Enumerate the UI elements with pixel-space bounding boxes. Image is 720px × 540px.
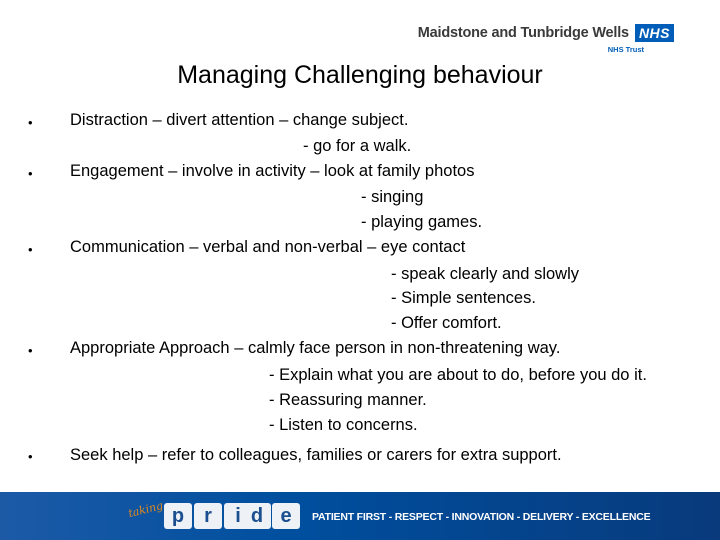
footer-banner — [0, 492, 720, 540]
engagement-sub-singing: - singing — [361, 188, 424, 206]
approach-sub-listen: - Listen to concerns. — [269, 416, 418, 434]
communication-line: Communication – verbal and non-verbal – eye contact — [70, 238, 466, 256]
pride-tile-i: i — [224, 503, 252, 529]
taking-label: taking — [126, 498, 165, 521]
bullet-5: • — [28, 449, 33, 464]
nhs-logo: NHS — [635, 24, 674, 42]
bullet-2: • — [28, 166, 33, 181]
communication-sub-sentences: - Simple sentences. — [391, 289, 536, 307]
pride-tile-d: d — [243, 503, 271, 529]
logo-row — [418, 24, 674, 42]
pride-tile-e: e — [272, 503, 300, 529]
seek-help-line: Seek help – refer to colleagues, families or carers for extra support. — [70, 446, 562, 464]
bullet-3: • — [28, 242, 33, 257]
approach-sub-reassuring: - Reassuring manner. — [269, 391, 427, 409]
trust-logo — [418, 24, 674, 54]
org-name: Maidstone and Tunbridge Wells — [417, 25, 629, 41]
pride-tile-r: r — [194, 503, 222, 529]
values-tagline: PATIENT FIRST - RESPECT - INNOVATION - DELIVERY - EXCELLENCE — [312, 511, 651, 523]
pride-tile-p: p — [164, 503, 192, 529]
distraction-sub-walk: - go for a walk. — [303, 137, 412, 155]
communication-sub-comfort: - Offer comfort. — [391, 314, 502, 332]
approach-line: Appropriate Approach – calmly face person in non-threatening way. — [70, 339, 561, 357]
slide-title: Managing Challenging behaviour — [177, 61, 543, 89]
distraction-line: Distraction – divert attention – change subject. — [70, 111, 409, 129]
engagement-sub-games: - playing games. — [361, 213, 483, 231]
nhs-trust-label: NHS Trust — [607, 45, 644, 54]
approach-sub-explain: - Explain what you are about to do, before you do it. — [269, 366, 647, 384]
bullet-1: • — [28, 115, 33, 130]
communication-sub-speak: - speak clearly and slowly — [391, 265, 579, 283]
engagement-line: Engagement – involve in activity – look at family photos — [70, 162, 475, 180]
bullet-4: • — [28, 343, 33, 358]
